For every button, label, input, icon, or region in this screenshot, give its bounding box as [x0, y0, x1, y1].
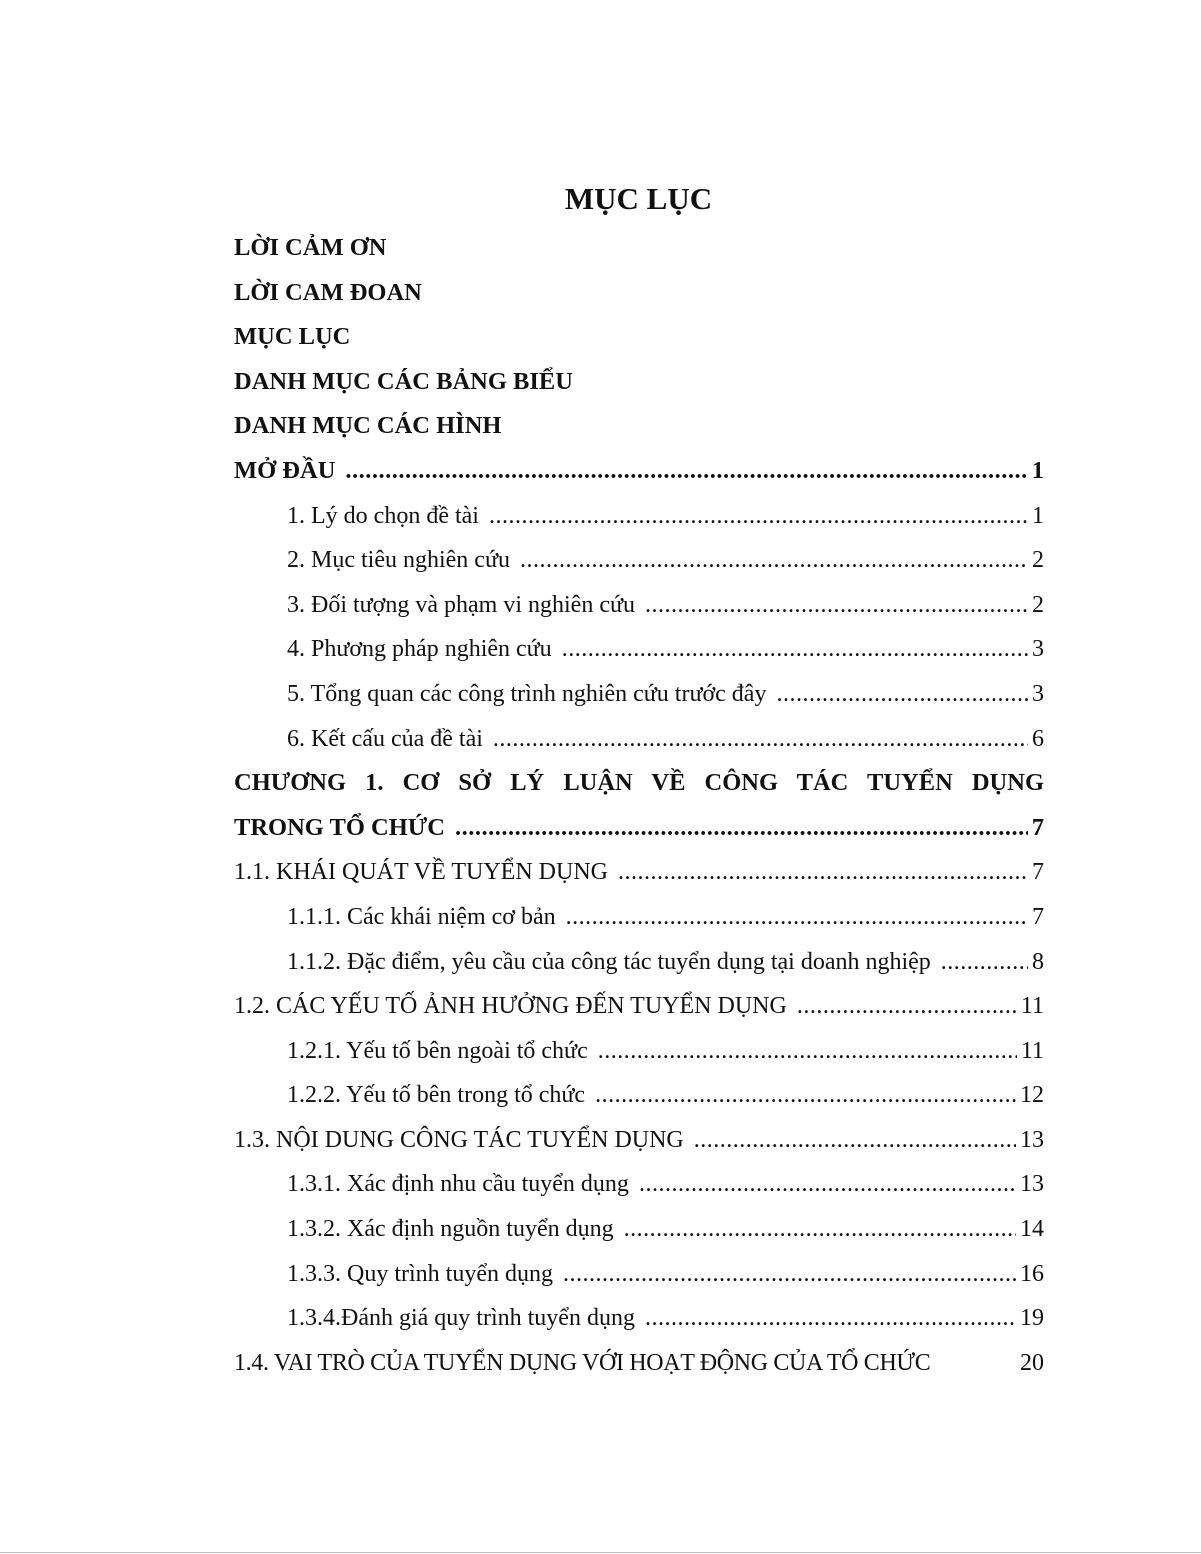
toc-entry-label: 1.4. VAI TRÒ CỦA TUYỂN DỤNG VỚI HOẠT ĐỘNG CỦA TỔ CHỨC — [234, 1349, 931, 1376]
toc-entry-label: 1.2.1. Yếu tố bên ngoài tổ chức — [287, 1037, 588, 1064]
toc-entry[interactable] — [234, 717, 1044, 762]
toc-title: MỤC LỤC — [564, 181, 713, 216]
toc-entry[interactable] — [234, 583, 1044, 628]
toc-entry[interactable] — [234, 404, 1044, 449]
toc-entry-label: 1.3.4.Đánh giá quy trình tuyển dụng — [287, 1305, 635, 1332]
toc-page-number: 6 — [1032, 725, 1044, 752]
toc-page-number: 11 — [1020, 1037, 1044, 1064]
toc-entry[interactable] — [234, 494, 1044, 539]
toc-dot-leader — [562, 627, 1028, 672]
toc-entry-label: TRONG TỔ CHỨC — [234, 813, 445, 841]
toc-dot-leader — [776, 672, 1028, 717]
toc-entry[interactable] — [234, 1073, 1044, 1118]
toc-page-number: 7 — [1032, 903, 1044, 930]
toc-dot-leader — [694, 1118, 1016, 1163]
toc-dot-leader — [639, 1162, 1016, 1207]
toc-entry[interactable] — [234, 806, 1044, 851]
toc-entry-label: 1.2. CÁC YẾU TỐ ẢNH HƯỞNG ĐẾN TUYỂN DỤNG — [234, 993, 787, 1020]
toc-page-number: 1 — [1031, 456, 1044, 484]
toc-entry[interactable] — [234, 984, 1044, 1029]
toc-dot-leader — [563, 1252, 1016, 1297]
toc-dot-leader — [566, 895, 1028, 940]
toc-entry[interactable] — [234, 449, 1044, 494]
toc-entry-label: 1.1.2. Đặc điểm, yêu cầu của công tác tuyển dụng tại doanh nghiệp — [287, 948, 931, 975]
toc-dot-leader — [595, 1073, 1016, 1118]
toc-entry[interactable] — [234, 1296, 1044, 1341]
toc-page-number: 7 — [1032, 859, 1044, 886]
toc-page-number: 19 — [1020, 1305, 1044, 1332]
toc-dot-leader — [598, 1029, 1017, 1074]
toc-dot-leader — [645, 1296, 1016, 1341]
toc-entry[interactable] — [234, 1162, 1044, 1207]
toc-entry[interactable] — [234, 226, 1044, 271]
toc-entry[interactable] — [234, 315, 1044, 360]
toc-entry-label: 4. Phương pháp nghiên cứu — [287, 636, 552, 663]
toc-entry-label: DANH MỤC CÁC BẢNG BIỂU — [234, 367, 573, 395]
toc-entry[interactable] — [234, 850, 1044, 895]
toc-page-number: 16 — [1020, 1260, 1044, 1287]
toc-entry-label: 1.1. KHÁI QUÁT VỀ TUYỂN DỤNG — [234, 859, 608, 886]
toc-entry-label: LỜI CẢM ƠN — [234, 234, 387, 261]
toc-entry-label: 1.3. NỘI DUNG CÔNG TÁC TUYỂN DỤNG — [234, 1126, 684, 1153]
toc-dot-leader — [624, 1207, 1016, 1252]
toc-entry[interactable] — [234, 1252, 1044, 1297]
toc-entry-label: 1.3.1. Xác định nhu cầu tuyển dụng — [287, 1171, 629, 1198]
toc-entry[interactable] — [234, 672, 1044, 717]
toc-entry-label: 1.1.1. Các khái niệm cơ bản — [287, 903, 556, 930]
toc-page-number: 20 — [1020, 1349, 1044, 1376]
toc-entry-label: 1.3.2. Xác định nguồn tuyển dụng — [287, 1216, 614, 1243]
toc-page-number: 7 — [1031, 813, 1044, 841]
toc-entry[interactable] — [234, 895, 1044, 940]
toc-page-number: 14 — [1020, 1216, 1044, 1243]
toc-dot-leader — [489, 494, 1028, 539]
toc-dot-leader — [941, 940, 1028, 985]
toc-page-number: 1 — [1032, 502, 1044, 529]
toc-entry-label: MỞ ĐẦU — [234, 456, 336, 484]
toc-entry-label: 1. Lý do chọn đề tài — [287, 502, 479, 529]
toc-entry-label: MỤC LỤC — [234, 323, 351, 351]
toc-entry-label: 3. Đối tượng và phạm vi nghiên cứu — [287, 591, 635, 618]
toc-dot-leader — [645, 583, 1028, 628]
toc-entry[interactable] — [234, 538, 1044, 583]
toc-entry[interactable] — [234, 940, 1044, 985]
toc-dot-leader — [618, 850, 1028, 895]
toc-entry[interactable] — [234, 360, 1044, 405]
toc-dot-leader — [345, 449, 1027, 494]
toc-entry-label: 1.3.3. Quy trình tuyển dụng — [287, 1260, 553, 1287]
toc-dot-leader — [493, 717, 1028, 762]
toc-entry-label: DANH MỤC CÁC HÌNH — [234, 412, 502, 440]
toc-page-number: 2 — [1032, 547, 1044, 574]
toc-entry-label: 2. Mục tiêu nghiên cứu — [287, 547, 510, 574]
toc-dot-leader — [520, 538, 1028, 583]
toc-page-number: 12 — [1020, 1082, 1044, 1109]
toc-entry-label: 1.2.2. Yếu tố bên trong tổ chức — [287, 1082, 586, 1109]
toc-entry-label: LỜI CAM ĐOAN — [234, 278, 422, 306]
toc-entry[interactable] — [234, 761, 1044, 806]
toc-entry[interactable] — [234, 1207, 1044, 1252]
toc-dot-leader — [797, 984, 1017, 1029]
toc-entry[interactable] — [234, 1029, 1044, 1074]
toc-dot-leader — [455, 806, 1028, 851]
toc-page-number: 11 — [1020, 993, 1044, 1020]
toc-entry-label: 5. Tổng quan các công trình nghiên cứu trước đây — [287, 680, 767, 707]
toc-page-number: 8 — [1032, 948, 1044, 975]
toc-entry[interactable] — [234, 1341, 1044, 1386]
toc-entry-label: 6. Kết cấu của đề tài — [287, 725, 483, 752]
toc-entry[interactable] — [234, 271, 1044, 316]
toc-page-number: 13 — [1020, 1126, 1044, 1153]
table-of-contents — [234, 226, 1044, 1385]
page-bottom-edge — [0, 1552, 1201, 1553]
toc-entry[interactable] — [234, 627, 1044, 672]
toc-page-number: 13 — [1020, 1171, 1044, 1198]
toc-page-number: 3 — [1032, 680, 1044, 707]
toc-entry-label: CHƯƠNG 1. CƠ SỞ LÝ LUẬN VỀ CÔNG TÁC TUYỂN DỤNG — [234, 769, 1044, 797]
toc-page-number: 2 — [1032, 591, 1044, 618]
toc-entry[interactable] — [234, 1118, 1044, 1163]
toc-page-number: 3 — [1032, 636, 1044, 663]
